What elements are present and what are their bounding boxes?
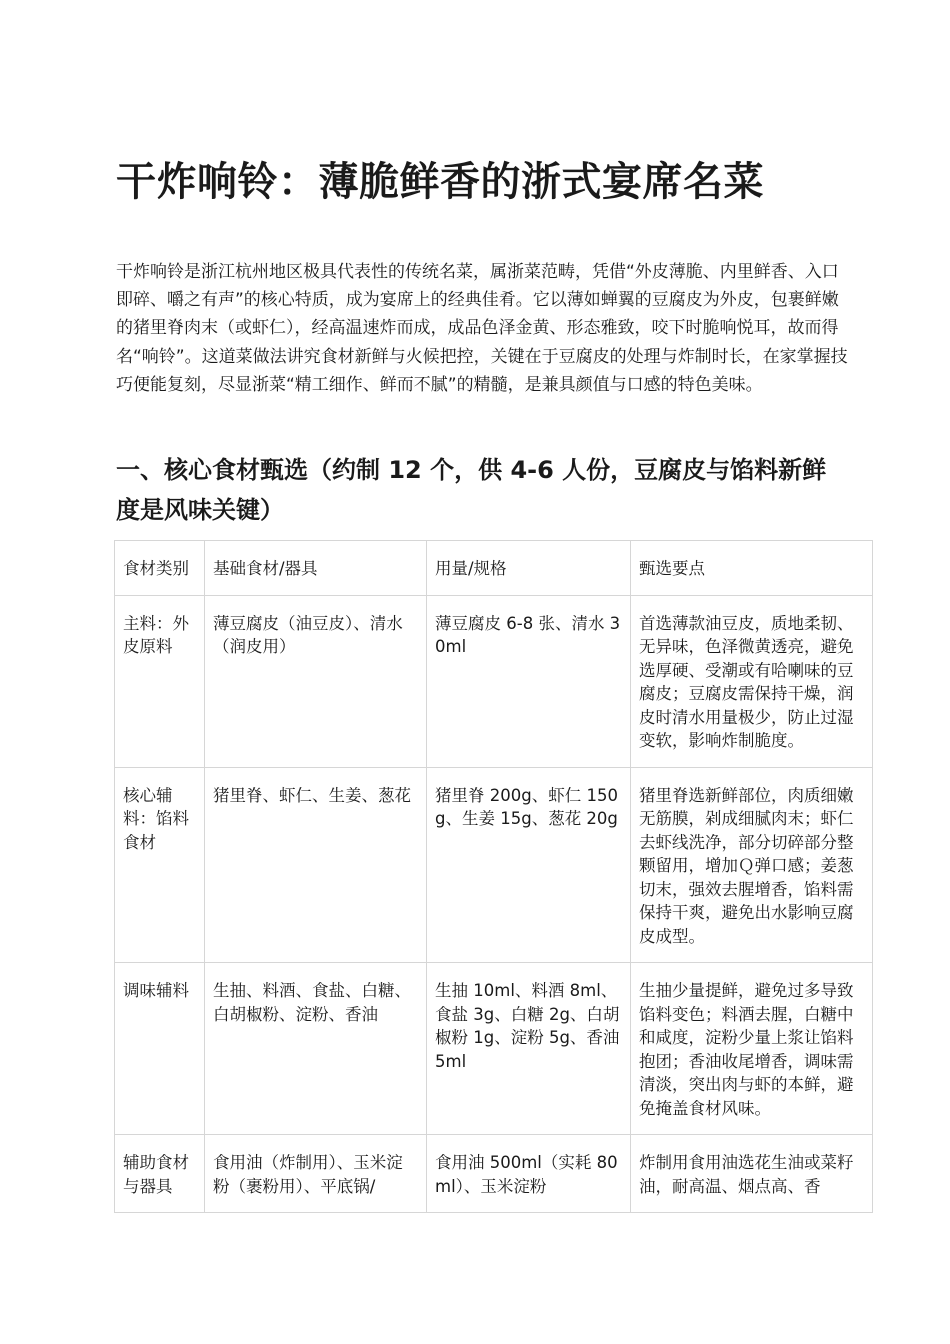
table-cell: 食用油 500ml（实耗 80ml）、玉米淀粉 [427, 1135, 631, 1213]
table-row [115, 595, 873, 767]
table-cell: 薄豆腐皮（油豆皮）、清水（润皮用） [205, 595, 427, 767]
table-header-cell: 甄选要点 [631, 541, 873, 596]
ingredients-table [114, 540, 873, 1213]
table-cell: 猪里脊、虾仁、生姜、葱花 [205, 767, 427, 963]
table-cell: 辅助食材与器具 [115, 1135, 205, 1213]
table-cell: 首选薄款油豆皮，质地柔韧、无异味，色泽微黄透亮，避免选厚硬、受潮或有哈喇味的豆腐皮；豆腐皮需保持干燥，润皮时清水用量极少，防止过湿变软，影响炸制脆度。 [631, 595, 873, 767]
table-cell: 猪里脊 200g、虾仁 150g、生姜 15g、葱花 20g [427, 767, 631, 963]
table-cell: 生抽 10ml、料酒 8ml、食盐 3g、白糖 2g、白胡椒粉 1g、淀粉 5g、香油 5ml [427, 963, 631, 1135]
table-cell: 生抽少量提鲜，避免过多导致馅料变色；料酒去腥，白糖中和咸度，淀粉少量上浆让馅料抱团；香油收尾增香，调味需清淡，突出肉与虾的本鲜，避免掩盖食材风味。 [631, 963, 873, 1135]
page-title: 干炸响铃：薄脆鲜香的浙式宴席名菜 [116, 159, 764, 205]
table-cell: 炸制用食用油选花生油或菜籽油，耐高温、烟点高、香 [631, 1135, 873, 1213]
ingredients-table-wrapper [114, 540, 874, 1224]
table-header-cell: 基础食材/器具 [205, 541, 427, 596]
table-header-cell: 食材类别 [115, 541, 205, 596]
table-header-row [115, 541, 873, 596]
table-row [115, 767, 873, 963]
table-row [115, 963, 873, 1135]
section-heading: 一、核心食材甄选（约制 12 个，供 4-6 人份，豆腐皮与馅料新鲜度是风味关键） [116, 456, 827, 524]
table-cell: 调味辅料 [115, 963, 205, 1135]
table-cell: 主料：外皮原料 [115, 595, 205, 767]
table-cell: 生抽、料酒、食盐、白糖、白胡椒粉、淀粉、香油 [205, 963, 427, 1135]
table-cell: 薄豆腐皮 6-8 张、清水 30ml [427, 595, 631, 767]
table-cell: 食用油（炸制用）、玉米淀粉（裹粉用）、平底锅/ [205, 1135, 427, 1213]
table-row [115, 1135, 873, 1213]
table-header-cell: 用量/规格 [427, 541, 631, 596]
table-cell: 核心辅料：馅料食材 [115, 767, 205, 963]
table-cell: 猪里脊选新鲜部位，肉质细嫩无筋膜，剁成细腻肉末；虾仁去虾线洗净，部分切碎部分整颗留用，增加Ｑ弹口感；姜葱切末，强效去腥增香，馅料需保持干爽，避免出水影响豆腐皮成型。 [631, 767, 873, 963]
intro-paragraph: 干炸响铃是浙江杭州地区极具代表性的传统名菜，属浙菜范畴，凭借“外皮薄脆、内里鲜香、入口即碎、嚼之有声”的核心特质，成为宴席上的经典佳肴。它以薄如蝉翼的豆腐皮为外皮，包裹鲜嫩的猪里脊肉末（或虾仁），经高温速炸而成，成品色泽金黄、形态雅致，咬下时脆响悦耳，故而得名“响铃”。这道菜做法讲究食材新鲜与火候把控，关键在于豆腐皮的处理与炸制时长，在家掌握技巧便能复刻，尽显浙菜“精工细作、鲜而不腻”的精髓，是兼具颜值与口感的特色美味。 [116, 262, 848, 395]
